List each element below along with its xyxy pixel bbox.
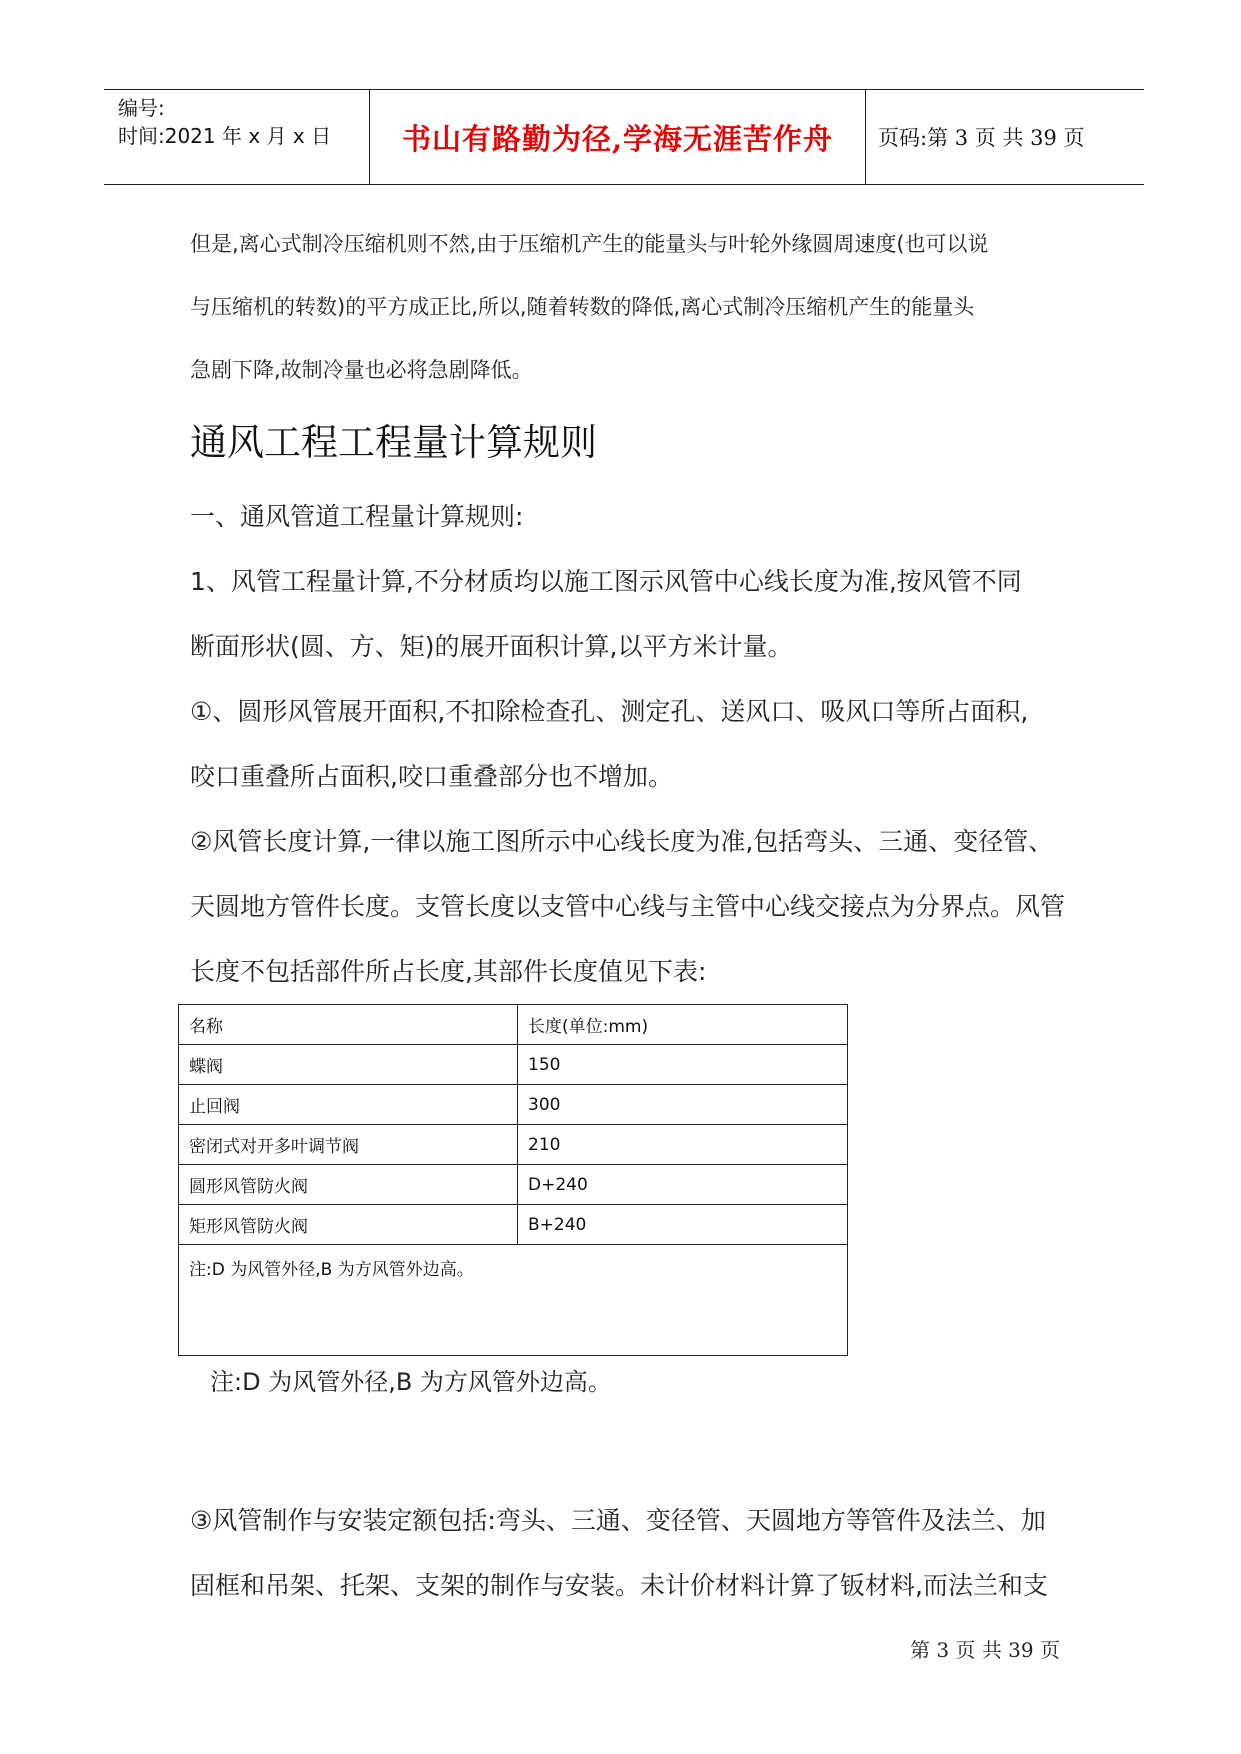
body-line-8: 长度不包括部件所占长度,其部件长度值见下表:: [190, 957, 707, 986]
header-page-number: 页码:第 3 页 共 39 页: [878, 126, 1085, 150]
table-cell-name: 圆形风管防火阀: [179, 1165, 518, 1205]
table-cell-name: 矩形风管防火阀: [179, 1205, 518, 1245]
intro-line-1: 但是,离心式制冷压缩机则不然,由于压缩机产生的能量头与叶轮外缘圆周速度(也可以说: [190, 232, 989, 256]
table-header-length: 长度(单位:mm): [518, 1005, 848, 1045]
table-cell-name: 密闭式对开多叶调节阀: [179, 1125, 518, 1165]
table-row: [179, 1045, 848, 1085]
after-table-note: 注:D 为风管外径,B 为方风管外边高。: [210, 1368, 612, 1396]
page-footer: 第 3 页 共 39 页: [910, 1638, 1060, 1662]
table-cell-length: D+240: [518, 1165, 848, 1205]
component-length-table: [178, 1004, 848, 1356]
table-row: [179, 1085, 848, 1125]
body-line-7: 天圆地方管件长度。支管长度以支管中心线与主管中心线交接点为分界点。风管: [190, 892, 1066, 921]
tail-line-2: 固框和吊架、托架、支架的制作与安装。未计价材料计算了钣材料,而法兰和支: [190, 1571, 1048, 1600]
table-header-name: 名称: [179, 1005, 518, 1045]
date-line: 时间:2021 年 x 月 x 日: [118, 124, 332, 148]
code-label: 编号:: [118, 96, 165, 120]
tail-line-1: ③风管制作与安装定额包括:弯头、三通、变径管、天圆地方等管件及法兰、加: [190, 1506, 1046, 1535]
table-row: [179, 1125, 848, 1165]
table-cell-length: 300: [518, 1085, 848, 1125]
header-left-cell: [104, 90, 370, 184]
intro-line-2: 与压缩机的转数)的平方成正比,所以,随着转数的降低,离心式制冷压缩机产生的能量头: [190, 295, 975, 319]
table-header-row: [179, 1005, 848, 1045]
table-note: 注:D 为风管外径,B 为方风管外边高。: [179, 1245, 848, 1356]
body-line-6: ②风管长度计算,一律以施工图所示中心线长度为准,包括弯头、三通、变径管、: [190, 827, 1054, 856]
table-cell-length: 150: [518, 1045, 848, 1085]
body-line-4: ①、圆形风管展开面积,不扣除检查孔、测定孔、送风口、吸风口等所占面积,: [190, 697, 1029, 726]
body-line-2: 1、风管工程量计算,不分材质均以施工图示风管中心线长度为准,按风管不同: [190, 567, 1022, 596]
body-line-5: 咬口重叠所占面积,咬口重叠部分也不增加。: [190, 762, 673, 791]
body-line-1: 一、通风管道工程量计算规则:: [190, 502, 524, 531]
table-cell-length: 210: [518, 1125, 848, 1165]
intro-line-3: 急剧下降,故制冷量也必将急剧降低。: [190, 358, 533, 382]
section-heading: 通风工程工程量计算规则: [190, 421, 597, 464]
table-row: [179, 1205, 848, 1245]
table-cell-length: B+240: [518, 1205, 848, 1245]
table-cell-name: 蝶阀: [179, 1045, 518, 1085]
header-motto: 书山有路勤为径,学海无涯苦作舟: [370, 90, 866, 184]
table-note-row: [179, 1245, 848, 1356]
page-header: [104, 89, 1144, 185]
body-line-3: 断面形状(圆、方、矩)的展开面积计算,以平方米计量。: [190, 632, 793, 661]
table-cell-name: 止回阀: [179, 1085, 518, 1125]
table-row: [179, 1165, 848, 1205]
